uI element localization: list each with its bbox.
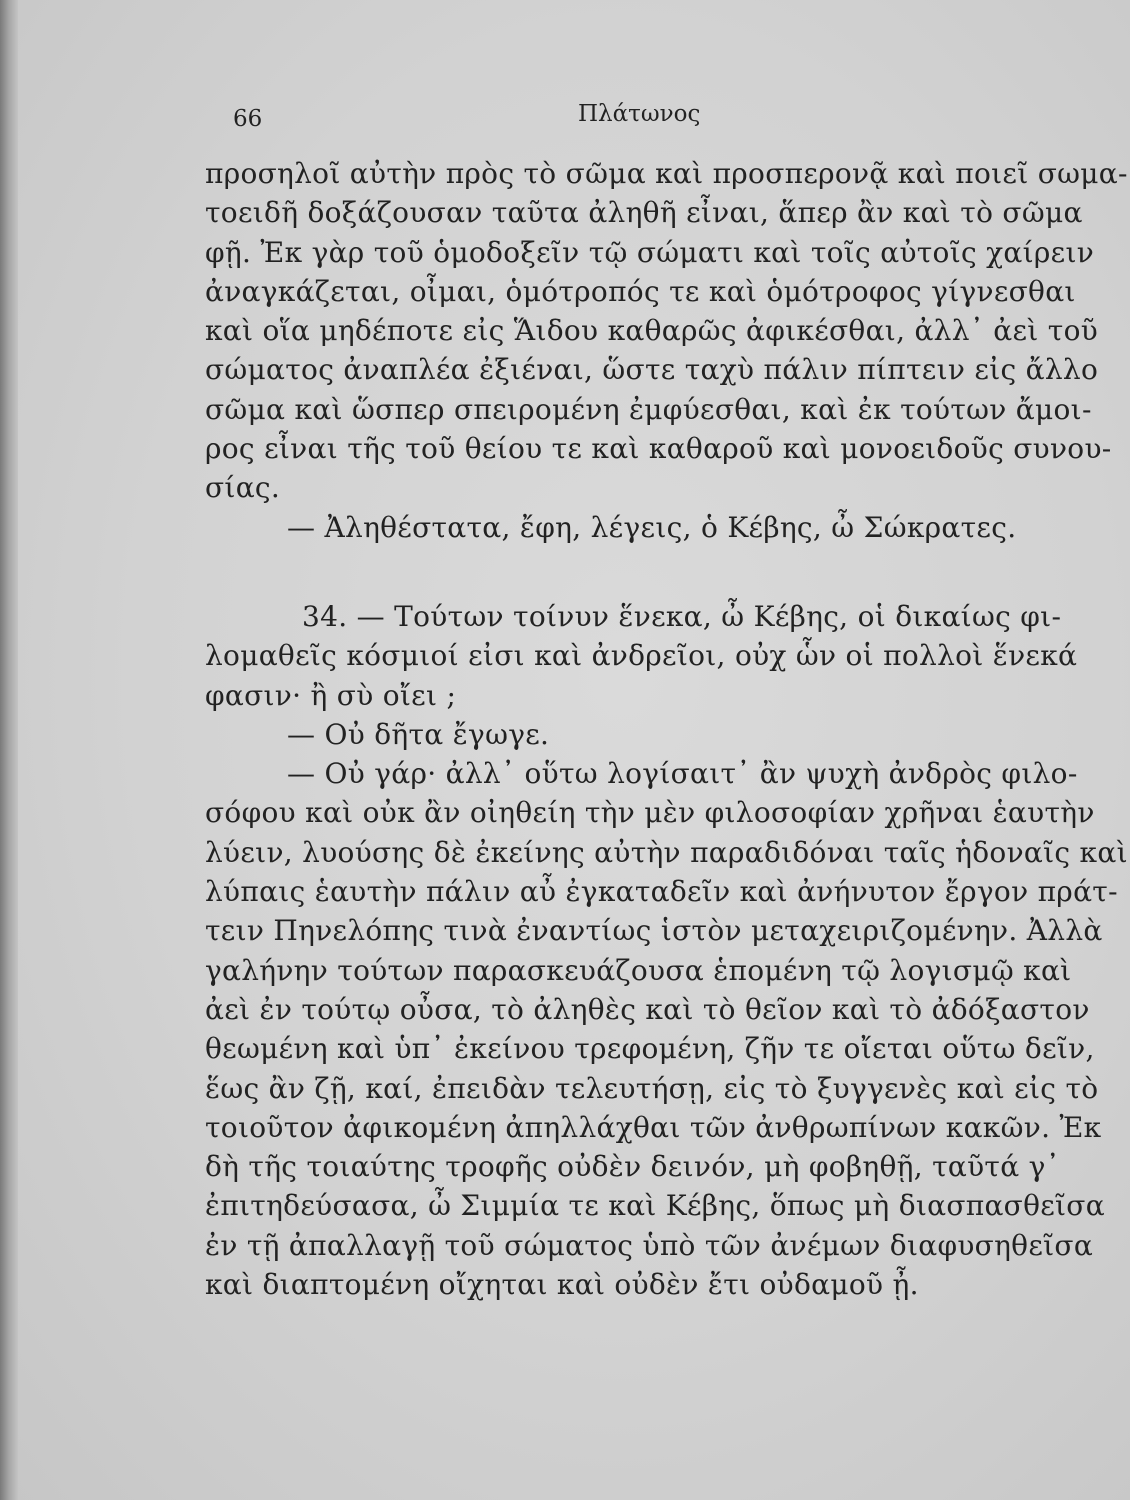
text-line: λύπαις ἑαυτὴν πάλιν αὖ ἐγκαταδεῖν καὶ ἀνήνυτον ἔργον πράτ- [205,875,1118,909]
text-line: τειν Πηνελόπης τινὰ ἐναντίως ἱστὸν μεταχειριζομένην. Ἀλλὰ [205,914,1103,948]
running-head [205,96,1110,146]
text-line: τοειδῆ δοξάζουσαν ταῦτα ἀληθῆ εἶναι, ἅπερ ἂν καὶ τὸ σῶμα [205,196,1083,230]
text-line: λύειν, λυούσης δὲ ἐκείνης αὐτὴν παραδιδόναι ταῖς ἡδοναῖς καὶ [205,835,1128,869]
text-line: ἐπιτηδεύσασα, ὦ Σιμμία τε καὶ Κέβης, ὅπως μὴ διασπασθεῖσα [205,1189,1105,1223]
text-line: σόφου καὶ οὐκ ἂν οἰηθείη τὴν μὲν φιλοσοφίαν χρῆναι ἑαυτὴν [205,796,1095,830]
text-line: σῶμα καὶ ὥσπερ σπειρομένη ἐμφύεσθαι, καὶ ἐκ τούτων ἄμοι- [205,392,1092,426]
text-line: γαλήνην τούτων παρασκευάζουσα ἑπομένη τῷ λογισμῷ καὶ [205,953,1072,987]
text-block [205,96,1128,1304]
paragraph-1 [205,154,1128,508]
text-line: προσηλοῖ αὐτὴν πρὸς τὸ σῶμα καὶ προσπερονᾷ καὶ ποιεῖ σωμα- [205,157,1128,190]
text-line: φῇ. Ἐκ γὰρ τοῦ ὁμοδοξεῖν τῷ σώματι καὶ τοῖς αὐτοῖς χαίρειν [205,235,1095,269]
text-line: ἐν τῇ ἀπαλλαγῇ τοῦ σώματος ὑπὸ τῶν ἀνέμων διαφυσηθεῖσα [205,1228,1094,1262]
text-line: — Οὐ γάρ· ἀλλ᾽ οὕτω λογίσαιτ᾽ ἂν ψυχὴ ἀνδρὸς φιλο- [287,757,1078,791]
section-heading-line: 34. — Τούτων τοίνυν ἕνεκα, ὦ Κέβης, οἱ δικαίως φι- [302,599,1062,633]
text-line: ἀεὶ ἐν τούτῳ οὖσα, τὸ ἀληθὲς καὶ τὸ θεῖον καὶ τὸ ἀδόξαστον [205,992,1090,1026]
reply-line: — Οὐ δῆτα ἔγωγε. [287,717,550,751]
running-title: Πλάτωνος [578,101,701,127]
text-line: θεωμένη καὶ ὑπ᾽ ἐκείνου τρεφομένη, ζῆν τε οἴεται οὕτω δεῖν, [205,1032,1095,1066]
section-gap [205,547,1110,597]
text-line: σίας. [205,471,281,505]
text-line: ρος εἶναι τῆς τοῦ θείου τε καὶ καθαροῦ καὶ μονοειδοῦς συνου- [205,432,1112,466]
paragraph-2 [205,754,1128,1304]
page-number: 66 [233,106,263,132]
text-line: λομαθεῖς κόσμιοί εἰσι καὶ ἀνδρεῖοι, οὐχ ὧν οἱ πολλοὶ ἕνεκά [205,639,1078,673]
body-text [205,154,1128,1304]
binding-edge [0,0,18,1500]
text-line: καὶ οἵα μηδέποτε εἰς Ἅιδου καθαρῶς ἀφικέσθαι, ἀλλ᾽ ἀεὶ τοῦ [205,314,1099,348]
text-line: σώματος ἀναπλέα ἐξιέναι, ὥστε ταχὺ πάλιν πίπτειν εἰς ἄλλο [205,353,1099,387]
text-line: ἕως ἂν ζῇ, καί, ἐπειδὰν τελευτήσῃ, εἰς τὸ ξυγγενὲς καὶ εἰς τὸ [205,1071,1099,1105]
text-line: δὴ τῆς τοιαύτης τροφῆς οὐδὲν δεινόν, μὴ φοβηθῇ, ταῦτά γ᾽ [205,1150,1060,1184]
text-line: καὶ διαπτομένη οἴχηται καὶ οὐδὲν ἔτι οὐδαμοῦ ᾖ. [205,1268,919,1302]
text-line: ἀναγκάζεται, οἶμαι, ὁμότροπός τε καὶ ὁμότροφος γίγνεσθαι [205,274,1076,308]
text-line: φασιν· ἢ σὺ οἴει ; [205,678,457,712]
text-line: τοιοῦτον ἀφικομένη ἀπηλλάχθαι τῶν ἀνθρωπίνων κακῶν. Ἐκ [205,1110,1102,1144]
reply-line: — Ἀληθέστατα, ἔφη, λέγεις, ὁ Κέβης, ὦ Σώκρατες. [287,510,1017,544]
section-34 [205,597,1110,715]
